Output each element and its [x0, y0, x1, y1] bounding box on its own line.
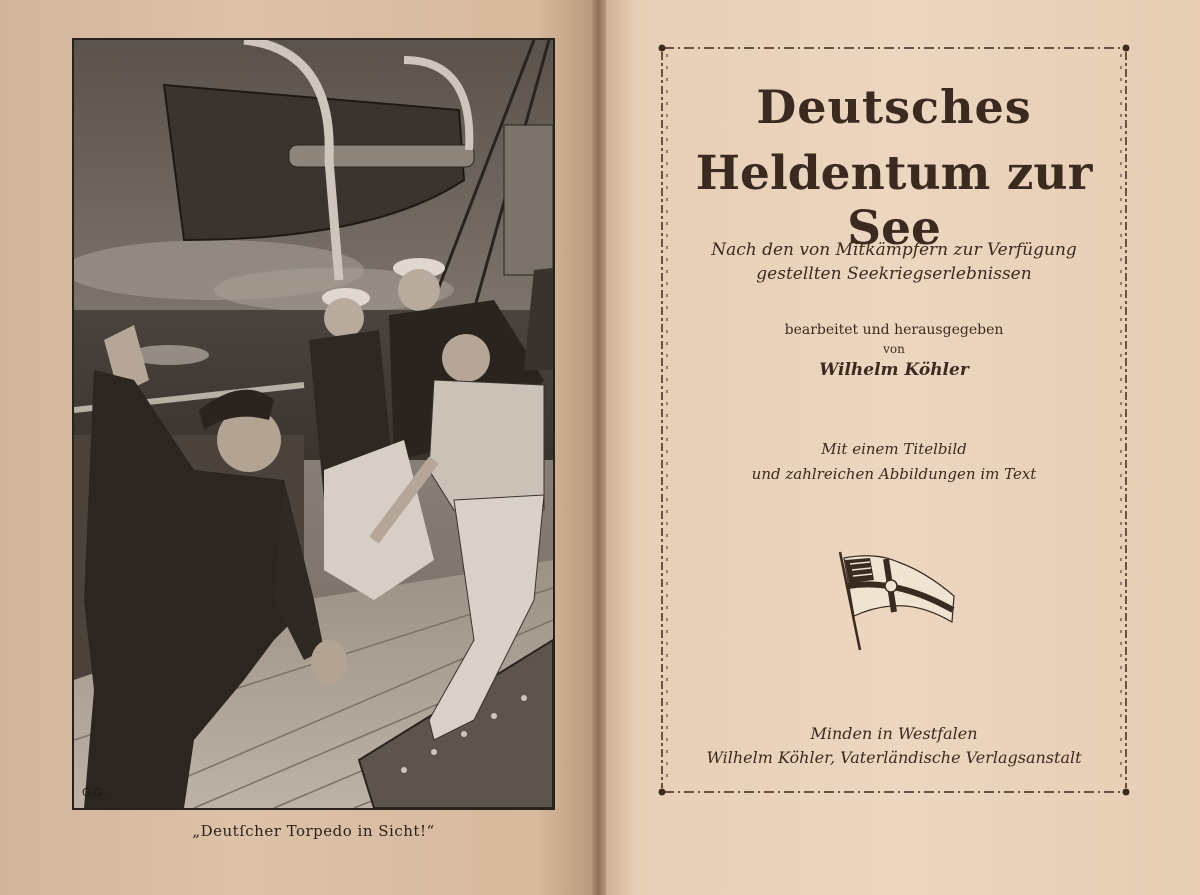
- publisher-name: Wilhelm Köhler, Vaterländische Verlagsanstalt: [706, 748, 1082, 767]
- author-name: Wilhelm Köhler: [819, 360, 969, 380]
- illustrations-line-1: Mit einem Titelbild: [821, 440, 967, 458]
- book-title-line-2: Heldentum zur See: [695, 146, 1093, 256]
- frontispiece-caption: „Deutſcher Torpedo in Sicht!“: [192, 822, 435, 840]
- edited-by-line: bearbeitet und herausgegeben: [784, 322, 1004, 338]
- subtitle-line-1: Nach den von Mitkämpfern zur Verfügung: [711, 240, 1077, 260]
- subtitle-line-2: gestellten Seekriegserlebnissen: [756, 264, 1032, 284]
- book-title-line-1: Deutsches: [756, 80, 1032, 134]
- frontispiece-illustration: [72, 38, 555, 810]
- artist-signature: G.G.: [82, 786, 107, 799]
- publication-place: Minden in Westfalen: [810, 724, 978, 743]
- naval-ensign-flag-icon: [836, 550, 960, 654]
- by-line: von: [883, 342, 905, 356]
- book-gutter: [592, 0, 606, 895]
- illustrations-line-2: und zahlreichen Abbildungen im Text: [751, 465, 1037, 483]
